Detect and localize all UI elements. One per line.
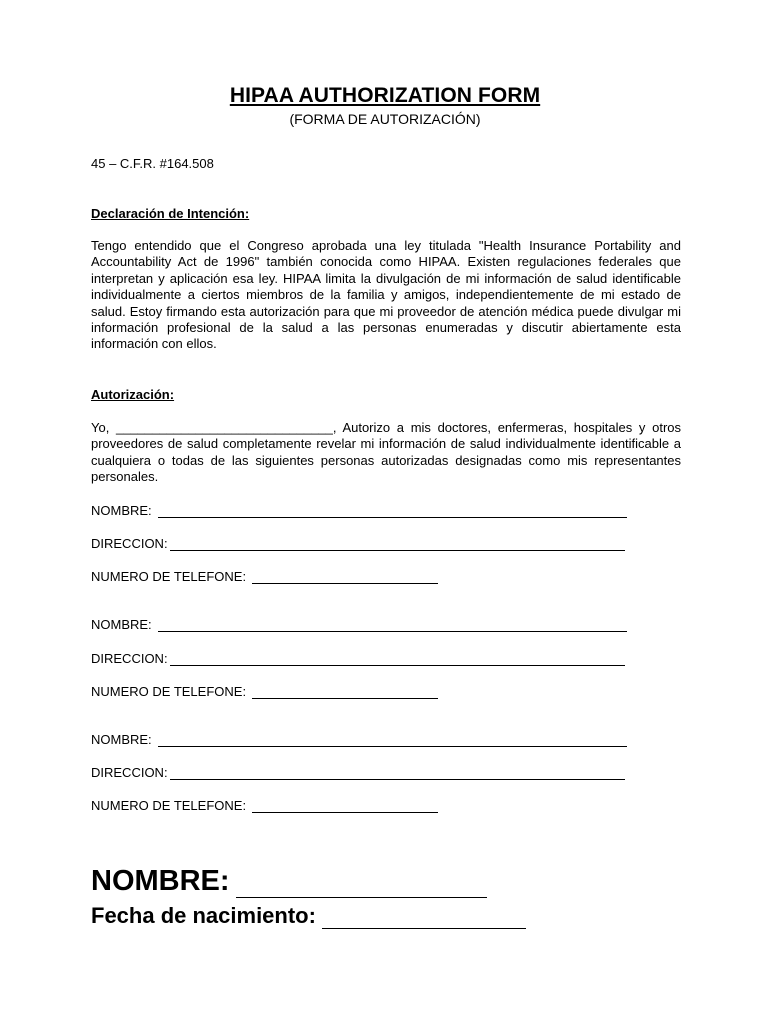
rep2-address-label: DIRECCION: [91,651,168,666]
birthdate-label: Fecha de nacimiento: [91,903,316,928]
intent-heading: Declaración de Intención: [91,206,250,221]
rep1-phone-field[interactable] [91,566,438,584]
rep1-name-line[interactable] [158,503,627,518]
authorization-paragraph: Yo, ______________________________, Autorizo a mis doctores, enfermeras, hospitales y otros proveedores de salud completamente revelar mi información de salud individualmente identificable a cualquiera o todas de las siguientes personas autorizadas designadas como mis representantes personales. [91,420,681,485]
rep2-phone-line[interactable] [252,684,438,699]
rep3-phone-line[interactable] [252,798,438,813]
rep3-name-label: NOMBRE: [91,732,152,747]
rep2-phone-field[interactable] [91,681,438,699]
rep2-name-line[interactable] [158,617,627,632]
rep3-address-line[interactable] [170,765,625,780]
rep2-name-field[interactable] [91,614,627,632]
rep3-phone-field[interactable] [91,795,438,813]
rep1-address-line[interactable] [170,536,625,551]
rep3-phone-label: NUMERO DE TELEFONE: [91,798,247,813]
rep1-phone-label: NUMERO DE TELEFONE: [91,569,247,584]
patient-name-line[interactable] [236,875,487,898]
intent-paragraph: Tengo entendido que el Congreso aprobada una ley titulada "Health Insurance Portability and Accountability Act de 1996" también conocida como HIPAA. Existen regulaciones federales que interpretan y aplicación esa ley. HIPAA limita la divulgación de mi información de salud identificable individualmente a ciertos miembros de la familia y amigos, independientemente de mi estado de salud. Estoy firmando esta autorización para que mi proveedor de atención médica puede divulgar mi información profesional de la salud a las personas enumeradas y discutir abiertamente esta información con ellos. [91,238,681,352]
rep3-name-line[interactable] [158,732,627,747]
rep2-phone-label: NUMERO DE TELEFONE: [91,684,247,699]
rep1-phone-line[interactable] [252,569,438,584]
birthdate-line[interactable] [322,910,526,929]
patient-name-field[interactable] [91,864,487,898]
rep3-address-field[interactable] [91,762,625,780]
rep1-name-field[interactable] [91,500,627,518]
cfr-reference: 45 – C.F.R. #164.508 [91,156,214,171]
rep2-address-field[interactable] [91,648,625,666]
rep2-address-line[interactable] [170,651,625,666]
rep3-name-field[interactable] [91,729,627,747]
authorization-heading: Autorización: [91,387,175,402]
rep1-name-label: NOMBRE: [91,503,152,518]
rep2-name-label: NOMBRE: [91,617,152,632]
page-title: HIPAA AUTHORIZATION FORM [229,84,541,107]
birthdate-field[interactable] [91,901,526,929]
rep1-address-label: DIRECCION: [91,536,168,551]
rep1-address-field[interactable] [91,533,625,551]
rep3-address-label: DIRECCION: [91,765,168,780]
patient-name-label: NOMBRE: [91,865,230,897]
page-subtitle: (FORMA DE AUTORIZACIÓN) [289,111,481,127]
